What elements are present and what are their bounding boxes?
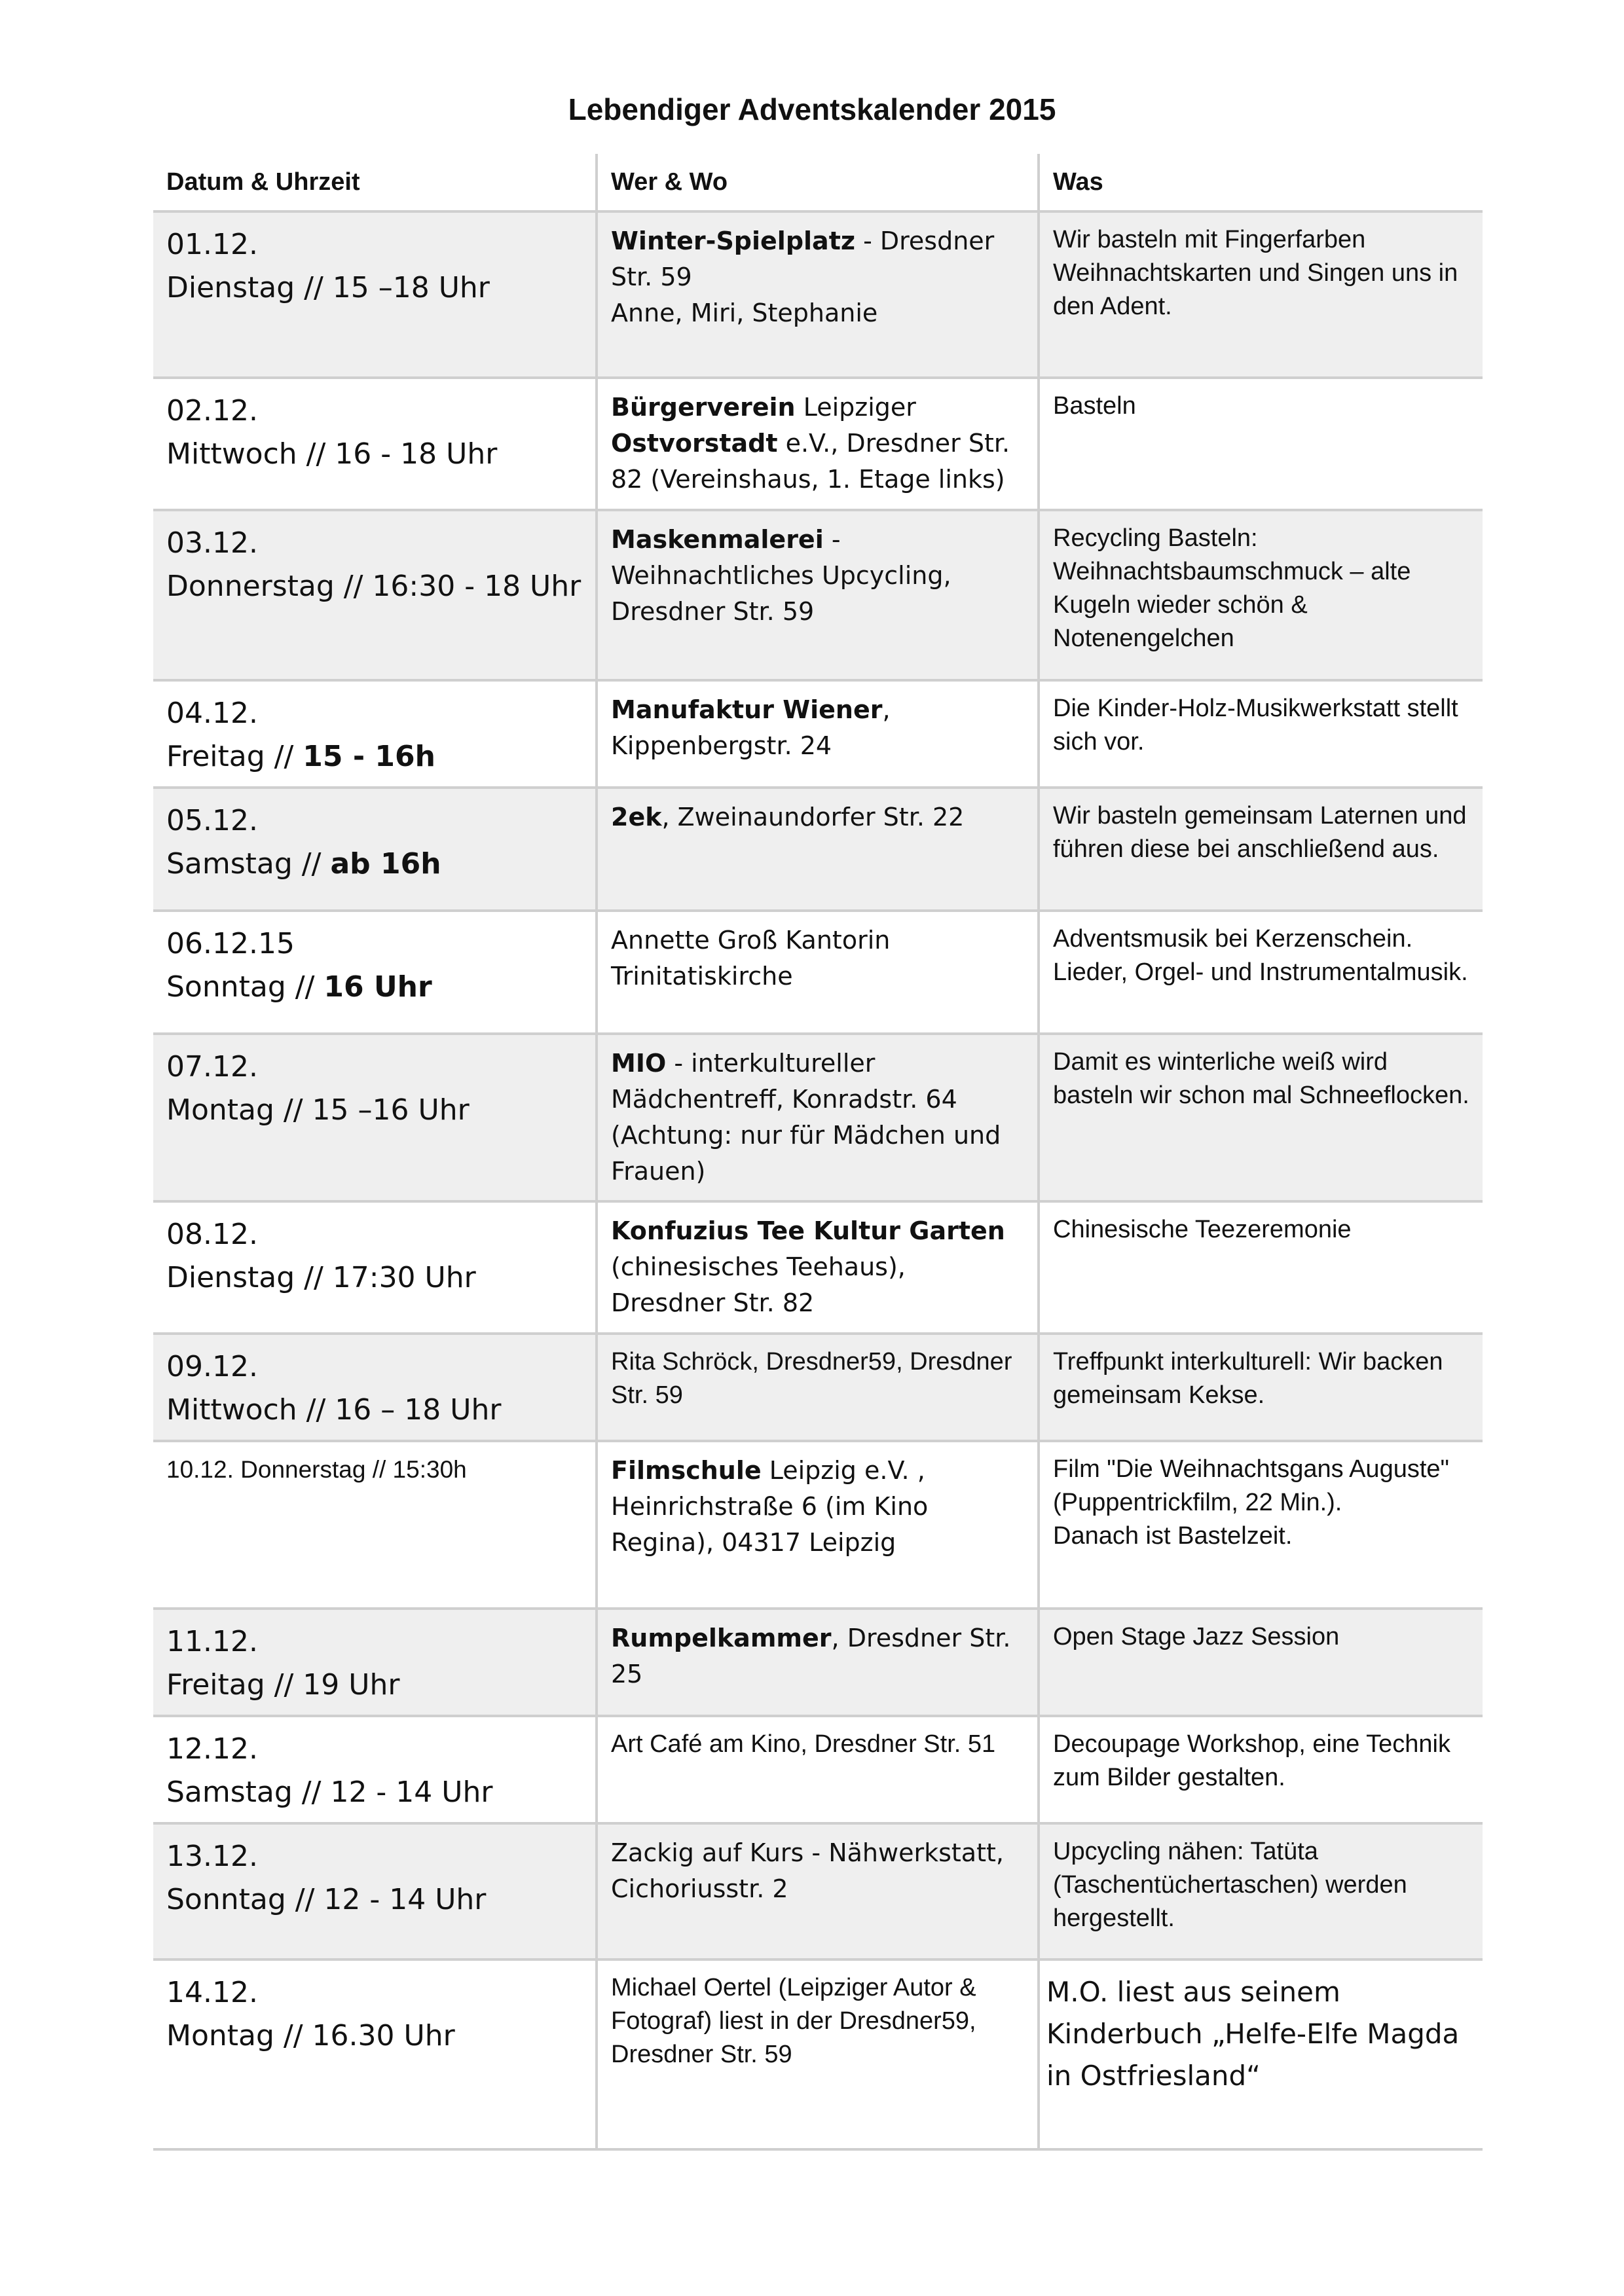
who-cell	[597, 911, 1039, 1034]
date-day: 13.12.	[166, 1840, 258, 1873]
who-address: (chinesisches Teehaus), Dresdner Str. 82	[611, 1252, 906, 1317]
table-row	[153, 911, 1483, 1034]
who-name: Filmschule	[611, 1456, 762, 1485]
date-weekday: Freitag //	[166, 740, 303, 773]
who-address: Leipzig e.V. , Heinrichstraße 6 (im Kino Regina), 04317 Leipzig	[611, 1456, 929, 1557]
who-address: , Zweinaundorfer Str. 22	[661, 803, 965, 831]
date-day: 03.12.	[166, 526, 258, 560]
date-day: 07.12.	[166, 1050, 258, 1084]
who-cell	[597, 1441, 1039, 1609]
date-day: 09.12.	[166, 1350, 258, 1383]
who-address: - interkultureller Mädchentreff, Konradstr. 64 (Achtung: nur für Mädchen und Frauen)	[611, 1049, 1001, 1186]
header-who: Wer & Wo	[597, 154, 1039, 211]
who-address: , Kippenbergstr. 24	[611, 695, 891, 760]
who-name: Winter-Spielplatz	[611, 227, 855, 255]
date-time: Mittwoch // 16 – 18 Uhr	[166, 1393, 502, 1427]
advent-calendar-table	[153, 154, 1483, 2151]
table-row	[153, 1609, 1483, 1716]
header-date: Datum & Uhrzeit	[166, 168, 360, 196]
who-address: - Weihnachtliches Upcycling, Dresdner Str. 59	[611, 525, 951, 626]
who-cell	[597, 1334, 1039, 1441]
date-time: Sonntag // 12 - 14 Uhr	[166, 1883, 487, 1916]
date-cell	[153, 378, 597, 510]
what-cell: M.O. liest aus seinem Kinderbuch „Helfe-Elfe Magda in Ostfriesland“	[1039, 1959, 1483, 2149]
date-day: 12.12.	[166, 1732, 258, 1766]
date-time: Mittwoch // 16 - 18 Uhr	[166, 437, 498, 471]
page-title: Lebendiger Adventskalender 2015	[568, 92, 1056, 126]
who-cell	[597, 788, 1039, 911]
date-day: 11.12.	[166, 1625, 258, 1658]
what-cell: Upcycling nähen: Tatüta (Taschentüchertaschen) werden hergestellt.	[1039, 1823, 1483, 1959]
what-text-2: Danach ist Bastelzeit.	[1053, 1522, 1293, 1550]
date-time: ab 16h	[330, 847, 441, 881]
what-cell: Treffpunkt interkulturell: Wir backen gemeinsam Kekse.	[1039, 1334, 1483, 1441]
what-cell: Damit es winterliche weiß wird basteln wir schon mal Schneeflocken.	[1039, 1034, 1483, 1201]
date-time: 15 - 16h	[303, 740, 435, 773]
who-people: Anne, Miri, Stephanie	[611, 299, 878, 327]
who-name: Manufaktur Wiener	[611, 695, 883, 724]
table-row	[153, 788, 1483, 911]
date-day: 05.12.	[166, 804, 258, 837]
what-cell	[1039, 1441, 1483, 1609]
date-cell	[153, 680, 597, 788]
who-address: - Dresdner Str. 59	[611, 227, 995, 291]
who-name-2: Ostvorstadt	[611, 429, 778, 458]
table-row	[153, 1034, 1483, 1201]
table-row	[153, 1201, 1483, 1334]
date-day: 04.12.	[166, 697, 258, 730]
who-cell	[597, 1959, 1039, 2149]
date-day: 08.12.	[166, 1218, 258, 1251]
what-text: Film "Die Weihnachtsgans Auguste" (Puppentrickfilm, 22 Min.).	[1053, 1455, 1450, 1516]
table-row	[153, 1334, 1483, 1441]
date-cell	[153, 1823, 597, 1959]
date-cell	[153, 788, 597, 911]
date-time: Freitag // 19 Uhr	[166, 1668, 400, 1702]
who-cell	[597, 1609, 1039, 1716]
what-cell: Open Stage Jazz Session	[1039, 1609, 1483, 1716]
who-cell	[597, 1034, 1039, 1201]
date-cell	[153, 911, 597, 1034]
date-cell	[153, 1441, 597, 1609]
who-address: Zackig auf Kurs - Nähwerkstatt, Cichoriusstr. 2	[611, 1838, 1004, 1903]
who-name: Maskenmalerei	[611, 525, 824, 554]
who-name: Bürgerverein	[611, 393, 796, 422]
table-row	[153, 1959, 1483, 2149]
date-day: 02.12.	[166, 394, 258, 428]
table-row	[153, 378, 1483, 510]
who-name: Rumpelkammer	[611, 1624, 832, 1652]
table-row	[153, 211, 1483, 378]
who-name: Konfuzius Tee Kultur Garten	[611, 1216, 1005, 1245]
who-address: Art Café am Kino, Dresdner Str. 51	[611, 1730, 996, 1758]
who-address: Leipziger	[795, 393, 916, 422]
date-time: Montag // 15 –16 Uhr	[166, 1093, 470, 1127]
who-address: Rita Schröck, Dresdner59, Dresdner Str. 59	[611, 1348, 1012, 1409]
date-time: Samstag // 12 - 14 Uhr	[166, 1776, 493, 1809]
what-cell: Recycling Basteln: Weihnachtsbaumschmuck – alte Kugeln wieder schön & Notenengelchen	[1039, 510, 1483, 680]
who-name: MIO	[611, 1049, 667, 1078]
who-cell	[597, 211, 1039, 378]
who-cell	[597, 510, 1039, 680]
who-name: 2ek	[611, 803, 662, 831]
date-day: 14.12.	[166, 1976, 258, 2009]
what-cell: Die Kinder-Holz-Musikwerkstatt stellt sich vor.	[1039, 680, 1483, 788]
date-cell	[153, 1716, 597, 1823]
table-header-row	[153, 154, 1483, 211]
date-cell	[153, 1334, 597, 1441]
who-address: Michael Oertel (Leipziger Autor & Fotograf) liest in der Dresdner59, Dresdner Str. 59	[611, 1974, 976, 2068]
who-address: , Dresdner Str. 25	[611, 1624, 1011, 1688]
what-cell: Wir basteln gemeinsam Laternen und führen diese bei anschließend aus.	[1039, 788, 1483, 911]
who-cell	[597, 1201, 1039, 1334]
header-what: Was	[1039, 154, 1483, 211]
date-time: 16 Uhr	[323, 970, 432, 1004]
who-cell	[597, 1823, 1039, 1959]
table-row	[153, 510, 1483, 680]
date-cell	[153, 211, 597, 378]
date-cell	[153, 1201, 597, 1334]
date-day: 01.12.	[166, 228, 258, 261]
who-address: Annette Groß Kantorin Trinitatiskirche	[611, 926, 891, 991]
date-time: Dienstag // 15 –18 Uhr	[166, 271, 490, 304]
date-time: Montag // 16.30 Uhr	[166, 2019, 455, 2052]
what-cell: Decoupage Workshop, eine Technik zum Bilder gestalten.	[1039, 1716, 1483, 1823]
who-address-2: e.V., Dresdner Str. 82 (Vereinshaus, 1. Etage links)	[611, 429, 1010, 494]
what-cell: Basteln	[1039, 378, 1483, 510]
date-day: 06.12.15	[166, 927, 295, 960]
table-row	[153, 1716, 1483, 1823]
who-cell	[597, 680, 1039, 788]
what-cell: Wir basteln mit Fingerfarben Weihnachtskarten und Singen uns in den Adent.	[1039, 211, 1483, 378]
what-cell: Chinesische Teezeremonie	[1039, 1201, 1483, 1334]
what-cell: Adventsmusik bei Kerzenschein. Lieder, Orgel- und Instrumentalmusik.	[1039, 911, 1483, 1034]
date-time: Donnerstag // 16:30 - 18 Uhr	[166, 570, 581, 603]
table-row	[153, 1441, 1483, 1609]
who-cell	[597, 1716, 1039, 1823]
date-time: Dienstag // 17:30 Uhr	[166, 1261, 476, 1294]
table-row	[153, 1823, 1483, 1959]
date-cell	[153, 1959, 597, 2149]
who-cell	[597, 378, 1039, 510]
date-day: 10.12. Donnerstag // 15:30h	[166, 1456, 467, 1483]
date-cell	[153, 510, 597, 680]
date-cell	[153, 1609, 597, 1716]
date-weekday: Samstag //	[166, 847, 331, 881]
date-cell	[153, 1034, 597, 1201]
date-weekday: Sonntag //	[166, 970, 324, 1004]
table-row	[153, 680, 1483, 788]
